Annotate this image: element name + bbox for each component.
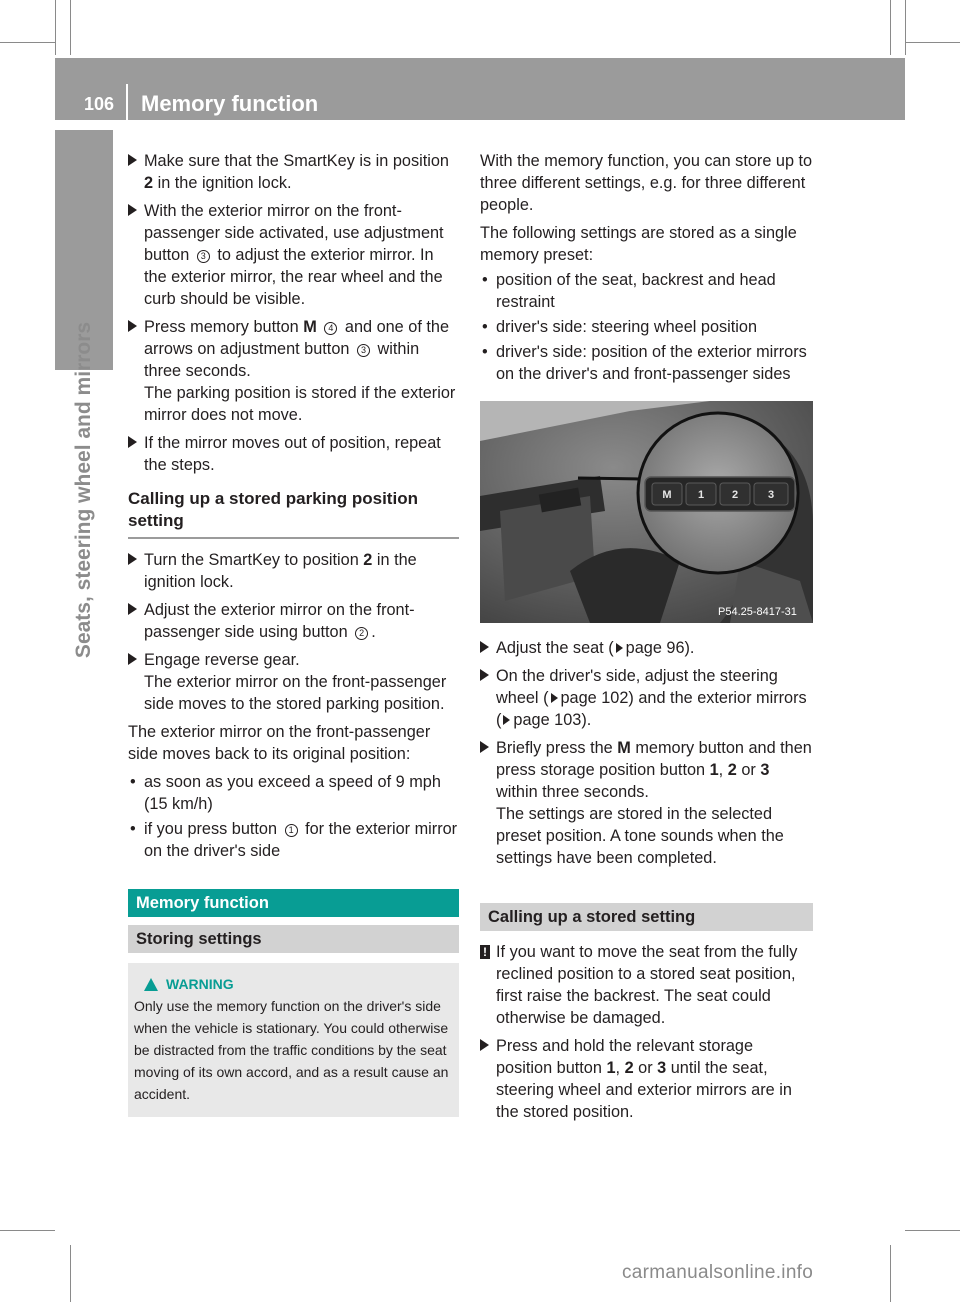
instruction-step: Press memory button M 4 and one of the arrows on adjustment button 3 within three seconds. The parking position is stored if the exterior mirror does not move. xyxy=(128,316,459,426)
list-item: • driver's side: position of the exterior mirrors on the driver's and front-passenger sides xyxy=(482,343,807,383)
instruction-step: Engage reverse gear. The exterior mirror on the front-passenger side moves to the stored parking position. xyxy=(128,649,459,715)
instruction-step: Adjust the seat ( page 96). xyxy=(480,637,813,659)
exclamation-icon: ! xyxy=(480,945,490,959)
callout-number-icon: 1 xyxy=(285,824,298,837)
paragraph: With the memory function, you can store up to three different settings, e.g. for three different people. xyxy=(480,152,813,214)
memory-1-button-label: 1 xyxy=(697,489,705,501)
section-heading: Memory function xyxy=(128,889,459,917)
step-arrow-icon xyxy=(128,603,137,615)
memory-m-button-label: M xyxy=(662,489,672,501)
callout-number-icon: 3 xyxy=(357,344,370,357)
instruction-step: Make sure that the SmartKey is in position 2 in the ignition lock. xyxy=(128,150,459,194)
crop-mark xyxy=(55,0,56,55)
list-item: • position of the seat, backrest and head restraint xyxy=(482,271,776,311)
paragraph: The exterior mirror on the front-passenger side moves back to its original position: xyxy=(128,723,431,763)
crop-mark xyxy=(70,0,71,55)
subsection-heading: Calling up a stored setting xyxy=(480,903,813,931)
crop-mark xyxy=(70,1245,71,1302)
left-column xyxy=(128,150,459,1117)
step-arrow-icon xyxy=(128,154,137,166)
watermark: carmanualsonline.info xyxy=(622,1262,814,1283)
step-arrow-icon xyxy=(128,204,137,216)
crop-mark xyxy=(890,0,891,55)
subheading: Calling up a stored parking position setting xyxy=(128,488,459,539)
instruction-step: If the mirror moves out of position, repeat the steps. xyxy=(128,432,459,476)
step-arrow-icon xyxy=(480,1039,489,1051)
page-reference-icon xyxy=(551,693,558,703)
memory-2-button-label: 2 xyxy=(731,489,739,501)
instruction-step: On the driver's side, adjust the steering wheel ( page 102) and the exterior mirrors ( page 103). xyxy=(480,665,813,731)
notice: ! If you want to move the seat from the fully reclined position to a stored seat position, first raise the backrest. The seat could otherwise be damaged. xyxy=(480,941,813,1029)
paragraph: The following settings are stored as a single memory preset: xyxy=(480,224,797,264)
warning-text: Only use the memory function on the driver's side when the vehicle is stationary. You could otherwise be distracted from the traffic conditions by the seat moving of its own accord, and as a result cause an accident. xyxy=(134,998,449,1102)
subsection-heading: Storing settings xyxy=(128,925,459,953)
instruction-step: Turn the SmartKey to position 2 in the ignition lock. xyxy=(128,549,459,593)
step-arrow-icon xyxy=(128,436,137,448)
step-arrow-icon xyxy=(128,553,137,565)
list-item: • driver's side: steering wheel position xyxy=(482,318,758,336)
callout-number-icon: 4 xyxy=(324,322,337,335)
figure-code: P54.25-8417-31 xyxy=(718,606,797,618)
step-arrow-icon xyxy=(480,669,489,681)
side-tab xyxy=(55,130,113,1160)
instruction-step: With the exterior mirror on the front-passenger side activated, use adjustment button 3 to adjust the exterior mirror. In the exterior mirror, the rear wheel and the curb should be visible. xyxy=(128,200,459,310)
list-item: • as soon as you exceed a speed of 9 mph (15 km/h) xyxy=(130,773,441,813)
instruction-step: Press and hold the relevant storage position button 1, 2 or 3 until the seat, steering wheel and exterior mirrors are in the stored position. xyxy=(480,1035,813,1123)
crop-mark xyxy=(905,0,906,55)
warning-title: WARNING xyxy=(166,976,234,992)
warning-box xyxy=(128,963,459,1117)
step-arrow-icon xyxy=(128,320,137,332)
memory-buttons-photo xyxy=(480,401,813,623)
crop-mark xyxy=(890,1245,891,1302)
crop-mark xyxy=(905,1230,960,1231)
step-arrow-icon xyxy=(128,653,137,665)
callout-number-icon: 2 xyxy=(355,627,368,640)
instruction-step: Adjust the exterior mirror on the front-passenger side using button 2 . xyxy=(128,599,459,643)
page-reference-icon xyxy=(503,715,510,725)
step-arrow-icon xyxy=(480,641,489,653)
callout-number-icon: 3 xyxy=(197,250,210,263)
page-reference-icon xyxy=(616,643,623,653)
instruction-step: Briefly press the M memory button and then press storage position button 1, 2 or 3 within three seconds. The settings are stored in the selected preset position. A tone sounds when the settings have been completed. xyxy=(480,737,813,869)
memory-3-button-label: 3 xyxy=(767,489,775,501)
step-arrow-icon xyxy=(480,741,489,753)
header-separator xyxy=(126,84,128,120)
crop-mark xyxy=(905,42,960,43)
warning-icon xyxy=(144,978,158,991)
list-item: • if you press button 1 for the exterior mirror on the driver's side xyxy=(130,820,458,860)
crop-mark xyxy=(0,1230,55,1231)
side-tab-label: Seats, steering wheel and mirrors xyxy=(72,321,95,659)
page-title: Memory function xyxy=(141,91,319,116)
crop-mark xyxy=(0,42,55,43)
door-panel-illustration xyxy=(480,401,813,623)
page-number: 106 xyxy=(84,94,115,114)
right-column xyxy=(480,150,813,1129)
